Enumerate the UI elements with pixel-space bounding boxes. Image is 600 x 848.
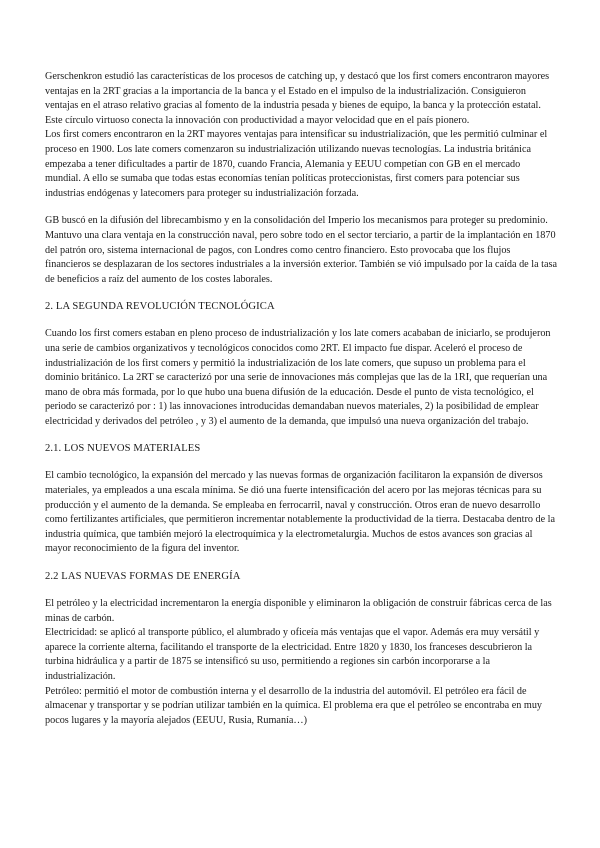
paragraph-spacer [45,557,557,570]
paragraph-first-comers: Los first comers encontraron en la 2RT mayores ventajas para intensificar su industrialización, que les permitió culminar el proceso en 1900. Los late comers comenzaron su industrialización utilizando nuevas tecnologías. La industria británica empezaba a tener dificultades a partir de 1870, cuando Francia, Alemania y EEUU competían con GB en el mercado mundial. A ello se sumaba que todas estas economías tenían políticas proteccionistas, first comers para potenciar sus industrias endógenas y latecomers para proteger su industrialización forzada. [45,129,548,199]
paragraph-petroleo: Petróleo: permitió el motor de combustión interna y el desarrollo de la industria del automóvil. El petróleo era fácil de almacenar y transportar y se podrían utilizar también en la química. El problema era que el petróleo se encontraba en muy pocos lugares y la mayoría alejados (EEUU, Rusia, Rumanía…) [45,685,543,726]
paragraph-spacer [45,456,557,469]
paragraph-gerschenkron: Gerschenkron estudió las características de los procesos de catching up, y destacó que los first comers encontraron mayores ventajas en la 2RT gracias a la importancia de la banca y el Estado en el impulso de la industrialización. Consiguieron ventajas en el atraso relativo gracias al fomento de la industria pesada y bienes de equipo, la banca y la protección estatal. Este círculo virtuoso conecta la innovación con productividad a mayor velocidad que en el país pionero. [45,71,550,126]
paragraph-2rt: Cuando los first comers estaban en pleno proceso de industrialización y los late comers acababan de iniciarlo, se produjeron una serie de cambios organizativos y tecnológicos conocidos como 2RT. El impacto fue dispar. Aceleró el proceso de industrialización de los first comers y permitió la industrialización de los late comers, que supuso un problema para el dominio británico. La 2RT se caracterizó por una serie de innovaciones más complejas que las de la 1RI, que requerían una mano de obra más formada, por lo que hubo una buena difusión de la educación. Desde el punto de vista tecnológico, el periodo se caracterizó por : 1) las innovaciones introducidas demandaban nuevos materiales, 2) la posibilidad de emplear electricidad y derivados del petróleo , y 3) el aumento de la demanda, que impulsó una nueva organización del trabajo. [45,328,551,427]
paragraph-spacer [45,287,557,300]
paragraph-spacer [45,201,557,214]
paragraph-gb-librecambismo: GB buscó en la difusión del librecambismo y en la consolidación del Imperio los mecanismos para proteger su predominio. Mantuvo una clara ventaja en la construcción naval, pero sobre todo en el sector terciario, a partir de la implantación en 1870 del patrón oro, sistema internacional de pagos, con Londres como centro financiero. Esto provocaba que los flujos financieros se desplazaran de los sectores industriales a la inversión exterior. También se vió impulsado por la caída de la tasa de beneficios a raíz del aumento de los costes laborales. [45,215,557,285]
paragraph-spacer [45,314,557,327]
paragraph-electricidad: Electricidad: se aplicó al transporte público, el alumbrado y oficeía más ventajas que el vapor. Además era muy versátil y aparece la corriente alterna, facilitando el transporte de la electricidad. Entre 1820 y 1830, los franceses descubrieron la turbina hidráulica y a partir de 1875 se intensificó su uso, permitiendo a regiones sin carbón incorporarse a la industrialización. [45,627,540,682]
paragraph-spacer [45,429,557,442]
paragraph-materiales: El cambio tecnológico, la expansión del mercado y las nuevas formas de organización facilitaron la expansión de diversos materiales, ya empleados a una escala mínima. Se dió una fuerte intensificación del acero por las mejoras técnicas para su producción y el aumento de la demanda. Se empleaba en ferrocarril, naval y construcción. Otros eran de nuevo desarrollo como fertilizantes artificiales, que permitieron incrementar notablemente la productividad de la tierra. Destacaba dentro de la industria química, que también mejoró la electroquímica y la electrometalurgia. Muchos de estos avances son gracias al mayor reconocimiento de la figura del inventor. [45,470,555,555]
section-heading-2-1: 2.1. LOS NUEVOS MATERIALES [45,443,201,455]
paragraph-energia: El petróleo y la electricidad incrementaron la energía disponible y eliminaron la obligación de construir fábricas cerca de las minas de carbón. [45,598,552,624]
section-heading-2-2: 2.2 LAS NUEVAS FORMAS DE ENERGÍA [45,571,241,583]
section-heading-2: 2. LA SEGUNDA REVOLUCIÓN TECNOLÓGICA [45,301,275,313]
paragraph-spacer [45,584,557,597]
